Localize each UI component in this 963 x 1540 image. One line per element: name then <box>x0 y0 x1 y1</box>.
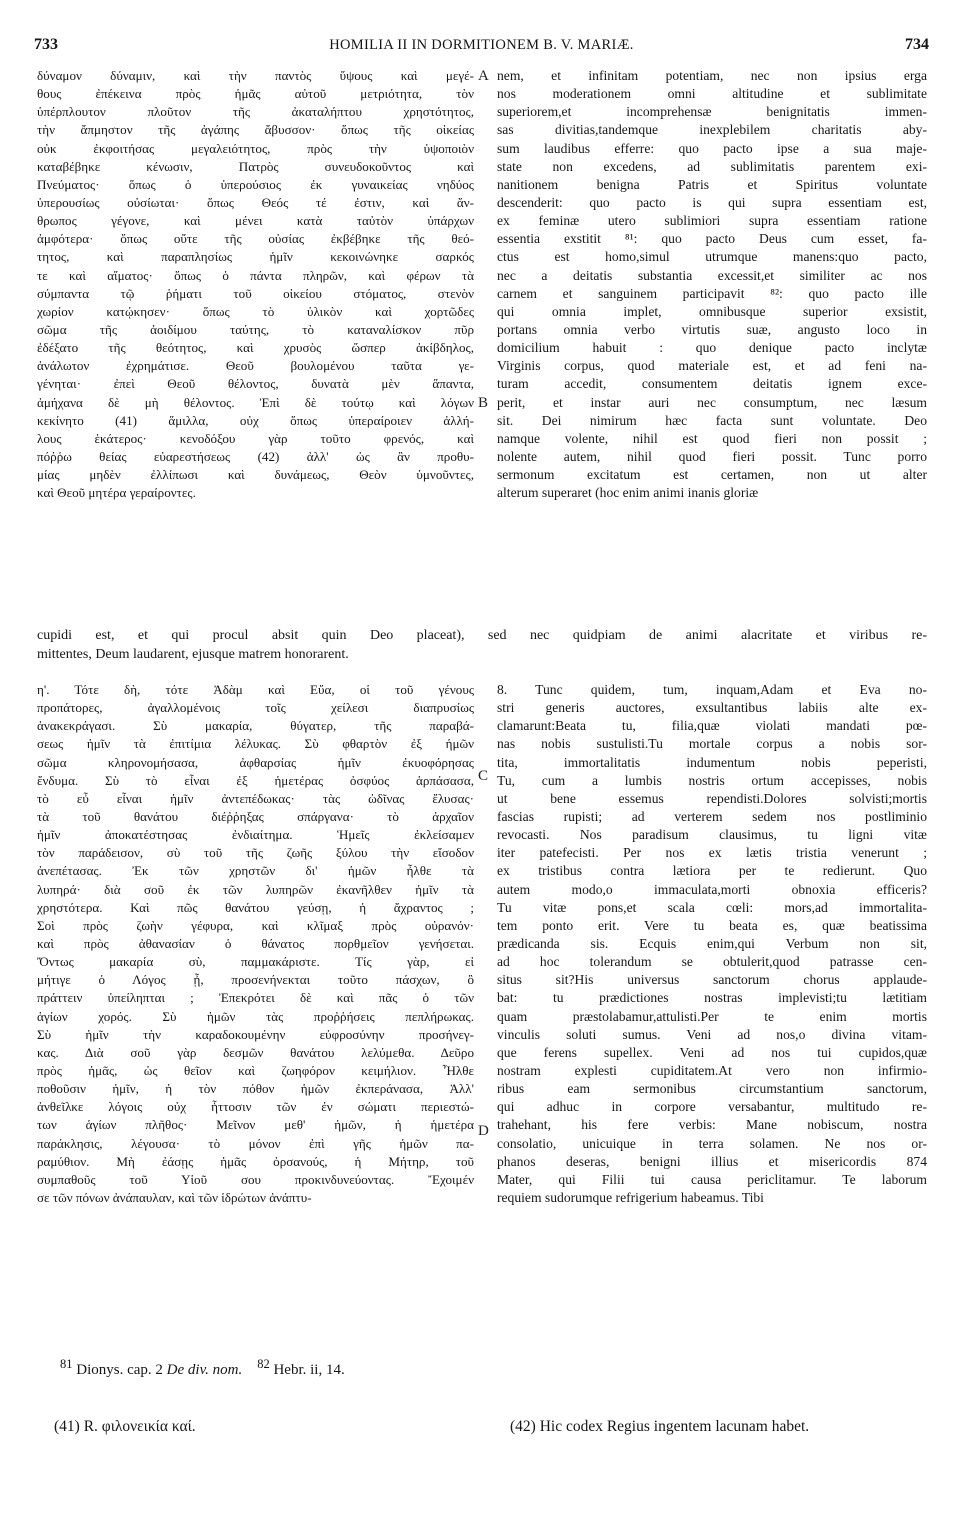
greek-text-line: ἀνεπέτασας. Ἐκ τῶν χρηστῶν δι' ἡμῶν ἦλθε τὰ <box>37 863 474 879</box>
greek-text-line: πρὸς ἡμᾶς, ὡς θεῖον καὶ ζωηφόρον κειμήλιον. Ἦλθε <box>37 1062 474 1078</box>
latin-text-line: namque volente, nihil est quod fieri non possit ; <box>497 430 927 446</box>
greek-text-line: λους ἑκάτερος· κενοδόξου γὰρ τοῦτο φρενός, καὶ <box>37 430 474 446</box>
latin-text-line: 8. Tunc quidem, tum, inquam,Adam et Eva no- <box>497 682 927 697</box>
greek-text-line: ἐδέξατο τῆς θεότητος, καὶ χρυσὸς ὥσπερ ἀκίβδηλος, <box>37 340 474 356</box>
latin-text-line: alterum superaret (hoc enim animi inanis gloriæ <box>497 485 759 501</box>
footnote-82-text: Hebr. ii, 14. <box>269 1362 345 1378</box>
latin-text-line: sum laudibus efferre: quo pacto ipse a sua maje- <box>497 140 927 156</box>
greek-text-line: θρωπος γέγονε, καὶ μένει κατὰ ταὐτὸν ὑπάρχων <box>37 213 474 229</box>
latin-text-line: revocasti. Nos paradisum clausimus, tu ligni vitæ <box>497 827 927 843</box>
latin-text-line: sit. Dei nimirum hæc facta sunt voluntate. Deo <box>497 412 927 428</box>
latin-text-line: trahehant, his fere verbis: Mane nobiscum, nostra <box>497 1117 927 1133</box>
latin-text-line: portans omnia verbo virtutis suæ, angusto loco in <box>497 321 927 337</box>
latin-text-line: phanos deseras, benigni illius et misericordis 874 <box>497 1153 927 1169</box>
latin-text-line: requiem sudorumque refrigerium habeamus. Tibi <box>497 1189 764 1205</box>
greek-text-line: των ἁγίων πλῆθος· Μεῖνον μεθ' ἡμῶν, ἡ ἡμετέρα <box>37 1117 474 1133</box>
latin-text-line: qui adhuc in corpore versabantur, multitudo re- <box>497 1099 927 1115</box>
greek-text-line: κεκίνητο (41) ἅμιλλα, οὐχ ὅπως ὑπεραίροιεν ἀλλή- <box>37 412 474 428</box>
greek-text-line: χρηστότερα. Καὶ πῶς θανάτου γεύσῃ, ἡ ἄχραντος ; <box>37 899 474 915</box>
greek-text-line: ποθοῦσιν ἡμῖν, ἡ τὸν πόθον ἡμῶν ἐκπεράνασα, Ἀλλ' <box>37 1081 474 1097</box>
latin-text-line: nec a deitatis substantia excessit,et similiter ac nos <box>497 267 927 283</box>
latin-text-line: sas divitias,tandemque inexplebilem charitatis aby- <box>497 122 927 138</box>
greek-text-line: σε τῶν πόνων ἀνάπαυλαν, καὶ τῶν ἱδρώτων ἀνάπτυ- <box>37 1189 312 1205</box>
latin-text-line: nas nobis sustulisti.Tu mortale corpus a nobis sor- <box>497 736 927 752</box>
greek-text-line: σῶμα τῆς ἀοιδίμου ταύτης, τὸ καταναλίσκον πῦρ <box>37 321 474 337</box>
latin-text-line: essentia exstitit ⁸¹: quo pacto Deus cum esset, fa- <box>497 231 927 247</box>
greek-text-line: καὶ πρὸς ἀθανασίαν ὁ θάνατος πορθμεῖον γενήσεται. <box>37 935 474 951</box>
greek-column-bottom <box>37 681 474 1207</box>
greek-text-line: σύμπαντα τῷ ῥήματι τοῦ οἰκείου στόματος, στενὸν <box>37 285 474 301</box>
greek-text-line: ἀνακεκράγασι. Σὺ μακαρία, θύγατερ, τῆς παραβά- <box>37 718 474 734</box>
greek-text-line: τητος, καὶ παραπλησίως ἡμῖν κεκοινώνηκε σαρκός <box>37 249 474 265</box>
latin-text-line: ad hoc tolerandum se obtulerit,quod patrasse cen- <box>497 954 927 970</box>
latin-text-line: ex feminæ utero sublimiori supra essentiam ratione <box>497 213 927 229</box>
greek-text-line: παράκλησις, λέγουσα· τὸ μόνον ἐπὶ γῆς ἡμῶν πα- <box>37 1135 474 1151</box>
footnote-81-text: Dionys. cap. 2 <box>72 1362 167 1378</box>
greek-text-line: καὶ Θεοῦ μητέρα γεραίροντες. <box>37 485 196 501</box>
latin-text-line: qui omnia implet, omnibusque superior exsistit, <box>497 303 927 319</box>
latin-text-line: perit, et instar auri nec consumptum, nec læsum <box>497 394 927 410</box>
latin-text-line: carnem et sanguinem participavit ⁸²: quo pacto ille <box>497 285 927 301</box>
latin-text-line: Virginis corpus, quod materiale est, et ad feni na- <box>497 358 927 374</box>
greek-text-line: θους ἐπέκεινα πρὸς ἡμᾶς αὐτοῦ μετριότητα, τὸν <box>37 86 474 102</box>
greek-text-line: πράττειν ὑπείληπται ; Ἐπεκρότει δὲ καὶ πᾶς ὁ τῶν <box>37 990 474 1006</box>
page-number-left: 733 <box>34 36 58 53</box>
note-42: (42) Hic codex Regius ingentem lacunam habet. <box>510 1418 810 1435</box>
latin-text-line: Tu vitæ pons,et scala cœli: mors,ad immortalita- <box>497 899 927 915</box>
margin-letter-d: D <box>478 1123 489 1139</box>
greek-text-line: Ὄντως μακαρία σὺ, παμμακάριστε. Τίς γὰρ, εἰ <box>37 954 474 970</box>
greek-text-line: δύναμον δύναμιν, καὶ τὴν παντὸς ὕψους καὶ μεγέ- <box>37 68 474 83</box>
greek-text-line: χωρίον κατῴκησεν· ὅπως τὸ ὑλικὸν καὶ χορτῶδες <box>37 303 474 319</box>
greek-text-line: λυπηρά· διὰ σοῦ ἐκ τῶν λυπηρῶν ἐκανῆλθεν ἡμῖν τὰ <box>37 881 474 897</box>
latin-text-line: situs sit?His universus sanctorum chorus applaude- <box>497 972 927 988</box>
latin-text-line: nos moderationem omni altitudine et sublimitate <box>497 86 927 102</box>
latin-text-line: state non excedens, ad sublimitatis parentem exi- <box>497 158 927 174</box>
latin-text-line: consolatio, unicuique in terra solamen. Ne nos or- <box>497 1135 927 1151</box>
latin-text-line: ctus est homo,simul utrumque manens:quo pacto, <box>497 249 927 265</box>
latin-column-bottom <box>497 681 927 1207</box>
latin-text-line: descenderit: quo pacto is qui supra essentiam est, <box>497 194 927 210</box>
greek-text-line: Σοὶ πρὸς ζωὴν γέφυρα, καὶ κλῖμαξ πρὸς οὐρανόν· <box>37 917 474 933</box>
greek-text-line: καταβέβηκε κένωσιν, Πατρὸς συνευδοκοῦντος καὶ <box>37 158 474 174</box>
latin-text-line: ex tristibus contra lætiora per te redierunt. Quo <box>497 863 927 879</box>
latin-text-line: superiorem,et incomprehensæ benignitatis immen- <box>497 104 927 120</box>
footnote-81-number: 81 <box>60 1357 73 1371</box>
note-41: (41) R. φιλονεικία καί. <box>54 1418 196 1435</box>
latin-text-line: stri generis auctores, exsultantibus labiis alte ex- <box>497 700 927 716</box>
greek-text-line: τε καὶ αἵματος· ὅπως ὁ πάντα πληρῶν, καὶ φέρων τὰ <box>37 267 474 283</box>
latin-text-line: iter patefecisti. Per nos ex lætis tristia venerunt ; <box>497 845 927 861</box>
greek-text-line: συμπαθοῦς τοῦ Υἱοῦ σου προκινδυνεύοντας. Ἔχοιμέν <box>37 1171 474 1187</box>
latin-text-line: nem, et infinitam potentiam, nec non ipsius erga <box>497 68 927 83</box>
greek-text-line: ἀνθεῖλκε λόγοις οὐχ ἧττοσιν τῶν ἐν σώματι περιεστώ- <box>37 1099 474 1115</box>
greek-text-line: τὰ τοῦ θανάτου διέῤῥηξας σπάργανα· τὸ ἀρχαῖον <box>37 808 474 824</box>
latin-text-line: clamarunt:Beata tu, filia,quæ violati mandati pœ- <box>497 718 927 734</box>
page-header <box>34 36 929 56</box>
greek-text-line: ἀμφότερα· ὅπως οὔτε τῆς οὐσίας ἐκβέβηκε τῆς θεό- <box>37 231 474 247</box>
greek-text-line: ἁγίων χορός. Σὺ ἡμῶν τὰς προῤῥήσεις πεπλήρωκας. <box>37 1008 474 1024</box>
margin-letter-c: C <box>478 768 489 784</box>
latin-text-line: ribus eam sermonibus circumstantium sanctorum, <box>497 1081 927 1097</box>
latin-text-line: tita, immortalitatis indumentum nobis peperisti, <box>497 754 927 770</box>
latin-text-line: domicilium habuit : quo denique pacto inclytæ <box>497 340 927 356</box>
greek-text-line: ὑπερουσίως οὐσίωται· ὅπως Θεός τέ ἐστιν, καὶ ἄν- <box>37 194 474 210</box>
greek-text-line: ἀμήχανα δὲ μὴ θέλοντος. Ἐπὶ δὲ τούτῳ καὶ λόγων <box>37 394 474 410</box>
latin-text-line: mittentes, Deum laudarent, ejusque matrem honorarent. <box>37 647 349 662</box>
greek-text-line: η'. Τότε δὴ, τότε Ἀδὰμ καὶ Εὔα, οἱ τοῦ γένους <box>37 682 474 697</box>
page-number-right: 734 <box>905 36 929 53</box>
latin-text-line: vinculis soluti sumus. Veni ad nos,o divina vitam- <box>497 1026 927 1042</box>
greek-text-line: τὸ εὖ εἶναι ἡμῖν ἀντεπέδωκας· τὰς ὠδῖνας ἔλυσας· <box>37 790 474 806</box>
greek-text-line: ἔνδυμα. Σὺ τὸ εἶναι ἐξ ἡμετέρας ὀσφύος ἁρπάσασα, <box>37 772 474 788</box>
greek-text-line: ὑπέρπλουτον πλοῦτον τῆς ἀκαταλήπτου χρηστότητος, <box>37 104 474 120</box>
latin-column-top <box>497 67 927 502</box>
greek-column-top <box>37 67 474 502</box>
greek-text-line: μήτιγε ὁ Λόγος ᾖ, προσενήνεκται τοῦτο πάσχων, ὃ <box>37 972 474 988</box>
greek-text-line: ἡμῖν ἀποκατέστησας ἐνδιαίτημα. Ἡμεῖς ἐκλείσαμεν <box>37 827 474 843</box>
margin-letter-b: B <box>478 395 489 411</box>
greek-text-line: προπάτορες, ἀγαλλομένοις τοῖς χείλεσι διαπρυσίως <box>37 700 474 716</box>
latin-text-line: nolente autem, nihil quod fieri possit. Tunc porro <box>497 448 927 464</box>
latin-text-line: turam accedit, consumentem deitatis ignem exce- <box>497 376 927 392</box>
latin-text-line: que ferens supellex. Veni ad nos tui cupidos,quæ <box>497 1044 927 1060</box>
running-title: HOMILIA II IN DORMITIONEM B. V. MARIÆ. <box>329 37 634 53</box>
greek-text-line: οὐκ ἐκφοιτήσας μεγαλειότητος, πρὸς τὴν ὑψοποιὸν <box>37 140 474 156</box>
greek-text-line: πόῤῥω θείας εὐαρεστήσεως (42) ἀλλ' ὡς ἂν προθυ- <box>37 448 474 464</box>
footnotes <box>60 1357 345 1379</box>
latin-text-line: fascias rupisti; ad verterem sedem nos postliminio <box>497 808 927 824</box>
greek-text-line: σεως ἡμῖν τὰ ἐπιτίμια λέλυκας. Σὺ φθαρτὸν ἐξ ἡμῶν <box>37 736 474 752</box>
margin-letter-a: A <box>478 68 489 84</box>
latin-full-width-text <box>37 626 927 664</box>
latin-text-line: nanitionem benigna Patris et Spiritus voluntate <box>497 176 927 192</box>
greek-text-line: γένηται· ἐπεὶ Θεοῦ θέλοντος, δυνατὰ μὲν ἅπαντα, <box>37 376 474 392</box>
latin-text-line: tem ponto erit. Vere tu beata es, quæ beatissima <box>497 917 927 933</box>
latin-text-line: nostram explesti cupiditatem.At vero non infirmio- <box>497 1062 927 1078</box>
footnote-82-number: 82 <box>257 1357 270 1371</box>
greek-text-line: τὴν ἄπμηστον τῆς ἀγάπης ἄβυσσον· ὅπως τῆς οἰκείας <box>37 122 474 138</box>
latin-text-line: bat: tu prædictiones nostras implevisti;tu lætitiam <box>497 990 927 1006</box>
greek-text-line: τὸν παράδεισον, σὺ τοῦ τῆς ζωῆς ξύλου τὴν εἴσοδον <box>37 845 474 861</box>
greek-text-line: ραμύθιον. Μὴ ἐάσῃς ἡμᾶς ὀρσανούς, ἡ Μήτηρ, τοῦ <box>37 1153 474 1169</box>
latin-text-line: Mater, qui Filii tui causa periclitamur. Te laborum <box>497 1171 927 1187</box>
greek-text-line: Πνεύματος· ὅπως ὁ ὑπερούσιος ἐκ γυναικείας νηδύος <box>37 176 474 192</box>
latin-text-line: quam præstolabamur,attulisti.Per te enim mortis <box>497 1008 927 1024</box>
latin-text-line: autem modo,o immaculata,morti obnoxia efficeris? <box>497 881 927 897</box>
greek-text-line: σῶμα κληρονομήσασα, ἀφθαρσίας ἡμῖν ἐκυοφόρησας <box>37 754 474 770</box>
greek-text-line: κας. Διὰ σοῦ γὰρ δεσμῶν θανάτου λελύμεθα. Δεῦρο <box>37 1044 474 1060</box>
latin-text-line: sermonum excitatum est certamen, non ut alter <box>497 467 927 483</box>
footnote-81-title: De div. nom. <box>166 1362 243 1378</box>
latin-text-line: Tu, cum a lumbis nostris ortum accepisses, nobis <box>497 772 927 788</box>
latin-text-line: prædicanda sis. Ecquis enim,qui Verbum non sit, <box>497 935 927 951</box>
latin-text-line: ut bene essemus rependisti.Dolores solvisti;mortis <box>497 790 927 806</box>
greek-text-line: ἀνάλωτον ἐχρημάτισε. Θεοῦ βουλομένου ταῦτα γε- <box>37 358 474 374</box>
greek-text-line: Σὺ ἡμῖν τὴν καραδοκουμένην εὐφροσύνην προσήνεγ- <box>37 1026 474 1042</box>
greek-text-line: μίας μηδὲν ἐλλίπωσι καὶ δυνάμεως, Θεὸν ὑμνοῦντες, <box>37 467 474 483</box>
latin-text-line: cupidi est, et qui procul absit quin Deo placeat), sed nec quidpiam de animi alacritate et viribus re- <box>37 628 927 643</box>
